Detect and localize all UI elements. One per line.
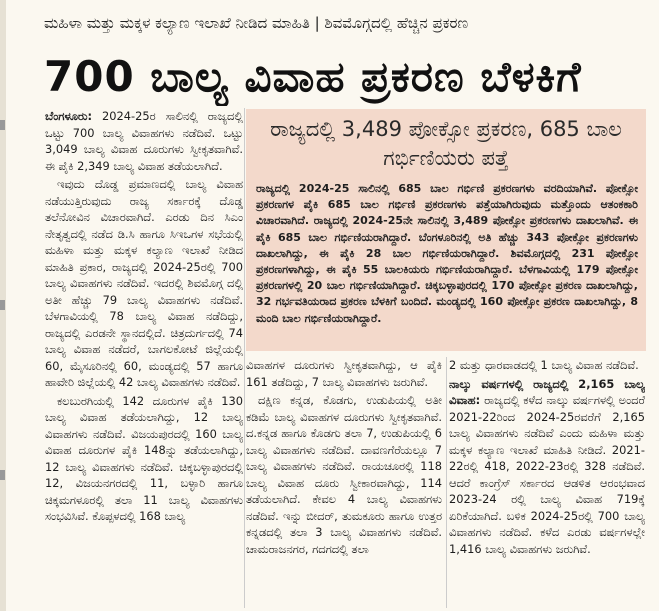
paragraph: ಬೆಂಗಳೂರು: 2024-25ರ ಸಾಲಿನಲ್ಲಿ ರಾಜ್ಯದಲ್ಲಿ ಒಟ್ಟು 700 ಬಾಲ್ಯ ವಿವಾಹಗಳು ನಡೆದಿವೆ. ಒಟ್ಟು 3,049 ಬಾಲ್ಯ ವಿವಾಹ ದೂರುಗಳು ಸ್ವೀಕೃತವಾಗಿವೆ. ಈ ಪೈಕಿ 2,349 ಬಾಲ್ಯ ವಿವಾಹ ತಡೆಯಲಾಗಿದೆ. [45,109,243,173]
sidebar-box [246,109,646,351]
kicker: ಮಹಿಳಾ ಮತ್ತು ಮಕ್ಕಳ ಕಲ್ಯಾಣ ಇಲಾಖೆ ನೀಡಿದ ಮಾಹಿತಿ | ಶಿವಮೊಗ್ಗದಲ್ಲಿ ಹೆಚ್ಚಿನ ಪ್ರಕರಣ [44,14,469,32]
paragraph: 2 ಮತ್ತು ಧಾರವಾಡದಲ್ಲಿ 1 ಬಾಲ್ಯ ವಿವಾಹ ನಡೆದಿವೆ. [449,358,639,372]
edge-mark [0,470,5,480]
article-column-3 [449,357,645,608]
subheading: ನಾಲ್ಕು ವರ್ಷಗಳಲ್ಲಿ ರಾಜ್ಯದಲ್ಲಿ 2,165 ಬಾಲ್ಯ ವಿವಾಹ: [449,376,645,407]
article-column-2 [246,357,442,608]
paragraph: ಇವುದು ದೊಡ್ಡ ಪ್ರಮಾಣದಲ್ಲಿ ಬಾಲ್ಯ ವಿವಾಹ ನಡೆಯುತ್ತಿರುವುದು ರಾಜ್ಯ ಸರ್ಕಾರಕ್ಕೆ ದೊಡ್ಡ ತಲೆನೋವಿನ ವಿಚಾರವಾಗಿದೆ. ಎರಡು ದಿನ ಸಿಎಂ ನೇತೃತ್ವದಲ್ಲಿ ನಡೆದ ಡಿ.ಸಿ ಹಾಗೂ ಸಿಇಒಗಳ ಸಭೆಯಲ್ಲಿ ಮಹಿಳಾ ಮತ್ತು ಮಕ್ಕಳ ಕಲ್ಯಾಣ ಇಲಾಖೆ ನೀಡಿದ ಮಾಹಿತಿ ಪ್ರಕಾರ, ರಾಜ್ಯದಲ್ಲಿ 2024-25ರಲ್ಲಿ 700 ಬಾಲ್ಯ ವಿವಾಹಗಳು ನಡೆದಿವೆ. ಇದರಲ್ಲಿ ಶಿವಮೊಗ್ಗ ದಲ್ಲಿ ಅತೀ ಹೆಚ್ಚು 79 ಬಾಲ್ಯ ವಿವಾಹಗಳು ನಡೆದಿವೆ. ಬೆಳಗಾವಿಯಲ್ಲಿ 78 ಬಾಲ್ಯ ವಿವಾಹ ನಡೆದಿದ್ದು, ರಾಜ್ಯದಲ್ಲಿ ಎರಡನೇ ಸ್ಥಾನದಲ್ಲಿದೆ. ಚಿತ್ರದುರ್ಗದಲ್ಲಿ 74 ಬಾಲ್ಯ ವಿವಾಹ ನಡೆದರೆ, ಬಾಗಲಕೋಟೆ ಜಿಲ್ಲೆಯಲ್ಲಿ 60, ಮೈಸೂರಿನಲ್ಲಿ 60, ಮಂಡ್ಯದಲ್ಲಿ 57 ಹಾಗೂ ಹಾವೇರಿ ಜಿಲ್ಲೆಯಲ್ಲಿ 42 ಬಾಲ್ಯ ವಿವಾಹಗಳು ನಡೆದಿವೆ. [45,177,243,389]
column-rule [446,357,447,608]
paragraph: ನಾಲ್ಕು ವರ್ಷಗಳಲ್ಲಿ ರಾಜ್ಯದಲ್ಲಿ 2,165 ಬಾಲ್ಯ ವಿವಾಹ: ರಾಜ್ಯದಲ್ಲಿ ಕಳೆದ ನಾಲ್ಕು ವರ್ಷಗಳಲ್ಲಿ ಅಂದರೆ 2021-22ರಿಂದ 2024-25ರವರೆಗೆ 2,165 ಬಾಲ್ಯ ವಿವಾಹಗಳು ನಡೆದಿವೆ ಎಂದು ಮಹಿಳಾ ಮತ್ತು ಮಕ್ಕಳ ಕಲ್ಯಾಣ ಇಲಾಖೆ ಮಾಹಿತಿ ನೀಡಿದೆ. 2021-22ರಲ್ಲಿ 418, 2022-23ರಲ್ಲಿ 328 ನಡೆದಿವೆ. ಆದರೆ ಕಾಂಗ್ರೆಸ್ ಸರ್ಕಾರದ ಆಡಳಿತ ಆರಂಭವಾದ 2023-24 ರಲ್ಲಿ ಬಾಲ್ಯ ವಿವಾಹ 719ಕ್ಕೆ ಏರಿಕೆಯಾಗಿದೆ. ಬಳಿಕ 2024-25ರಲ್ಲಿ 700 ಬಾಲ್ಯ ವಿವಾಹಗಳು ನಡೆದಿವೆ. ಕಳೆದ ಎರಡು ವರ್ಷಗಳಲ್ಲೇ 1,416 ಬಾಲ್ಯ ವಿವಾಹಗಳು ಜರುಗಿವೆ. [449,376,645,556]
edge-mark [0,120,5,130]
byline: ಬೆಂಗಳೂರು: [45,109,93,123]
headline: 700 ಬಾಲ್ಯ ವಿವಾಹ ಪ್ರಕರಣ ಬೆಳಕಿಗೆ [44,52,582,101]
sidebar-body: ರಾಜ್ಯದಲ್ಲಿ 2024-25 ಸಾಲಿನಲ್ಲಿ 685 ಬಾಲ ಗರ್ಭಿಣಿ ಪ್ರಕರಣಗಳು ವರದಿಯಾಗಿವೆ. ಪೋಕ್ಸೋ ಪ್ರಕರಣಗಳ ಪೈಕಿ 685 ಬಾಲ ಗರ್ಭಿಣಿ ಪ್ರಕರಣಗಳು ಪತ್ತೆಯಾಗಿರುವುದು ಮತ್ತೊಂದು ಆತಂಕಕಾರಿ ವಿಚಾರವಾಗಿದೆ. ರಾಜ್ಯದಲ್ಲಿ 2024-25ನೇ ಸಾಲಿನಲ್ಲಿ 3,489 ಪೋಕ್ಸೋ ಪ್ರಕರಣಗಳು ದಾಖಲಾಗಿವೆ. ಈ ಪೈಕಿ 685 ಬಾಲ ಗರ್ಭಿಣಿಯರಾಗಿದ್ದಾರೆ. ಬೆಂಗಳೂರಿನಲ್ಲಿ ಅತಿ ಹೆಚ್ಚು 343 ಪೋಕ್ಸೋ ಪ್ರಕರಣಗಳು ದಾಖಲಾಗಿದ್ದು, ಈ ಪೈಕಿ 28 ಬಾಲ ಗರ್ಭಿಣಿಯರಾಗಿದ್ದಾರೆ. ಶಿವಮೊಗ್ಗದಲ್ಲಿ 231 ಪೋಕ್ಸೋ ಪ್ರಕರಣಗಳಾಗಿದ್ದು, ಈ ಪೈಕಿ 55 ಬಾಲಕಿಯರು ಗರ್ಭಿಣಿಯರಾಗಿದ್ದಾರೆ. ಬೆಳಗಾವಿಯಲ್ಲಿ 179 ಪೋಕ್ಸೋ ಪ್ರಕರಣಗಳಲ್ಲಿ 20 ಬಾಲ ಗರ್ಭಿಣಿಯಾಗಿದ್ದಾರೆ. ಚಿಕ್ಕಬಳ್ಳಾಪುರದಲ್ಲಿ 170 ಪೋಕ್ಸೋ ಪ್ರಕರಣ ದಾಖಲಾಗಿದ್ದು, 32 ಗರ್ಭವತಿಯರಾದ ಪ್ರಕರಣ ಬೆಳಕಿಗೆ ಬಂದಿದೆ. ಮಂಡ್ಯದಲ್ಲಿ 160 ಪೋಕ್ಸೋ ಪ್ರಕರಣ ದಾಖಲಾಗಿದ್ದು, 8 ಮಂದಿ ಬಾಲ ಗರ್ಭಿಣಿಯರಾಗಿದ್ದಾರೆ. [256,182,638,325]
sidebar-title: ರಾಜ್ಯದಲ್ಲಿ 3,489 ಪೋಕ್ಸೋ ಪ್ರಕರಣ, 685 ಬಾಲ ಗರ್ಭಿಣಿಯರು ಪತ್ತೆ [270,117,622,170]
paragraph: ದಕ್ಷಿಣ ಕನ್ನಡ, ಕೊಡಗು, ಉಡುಪಿಯಲ್ಲಿ ಅತೀ ಕಡಿಮೆ ಬಾಲ್ಯ ವಿವಾಹಗಳ ದೂರುಗಳು ಸ್ವೀಕೃತವಾಗಿವೆ. ದ.ಕನ್ನಡ ಹಾಗೂ ಕೊಡಗು ತಲಾ 7, ಉಡುಪಿಯಲ್ಲಿ 6 ಬಾಲ್ಯ ವಿವಾಹಗಳು ನಡೆದಿವೆ. ದಾವಣಗೆರೆಯಲ್ಲೂ 7 ಬಾಲ್ಯ ವಿವಾಹಗಳು ನಡೆದಿವೆ. ರಾಯಚೂರಲ್ಲಿ 118 ಬಾಲ್ಯ ವಿವಾಹ ದೂರು ಸ್ವೀಕಾರವಾಗಿದ್ದು, 114 ತಡೆಯಲಾಗಿದೆ. ಕೇವಲ 4 ಬಾಲ್ಯ ವಿವಾಹಗಳು ನಡೆದಿವೆ. ಇನ್ನು ಬೀದರ್, ತುಮಕೂರು ಹಾಗೂ ಉತ್ತರ ಕನ್ನಡದಲ್ಲಿ ತಲಾ 3 ಬಾಲ್ಯ ವಿವಾಹಗಳು ನಡೆದಿವೆ. ಚಾಮರಾಜನಗರ, ಗದಗದಲ್ಲಿ ತಲಾ [246,393,442,556]
column-rule [244,108,245,608]
article-column-1 [45,108,243,608]
edge-mark [0,300,5,310]
paragraph: ವಿವಾಹಗಳ ದೂರುಗಳು ಸ್ವೀಕೃತವಾಗಿದ್ದು, ಆ ಪೈಕಿ 161 ತಡೆದಿದ್ದು, 7 ಬಾಲ್ಯ ವಿವಾಹಗಳು ಜರುಗಿವೆ. [246,358,442,389]
paragraph: ಕಲಬುರಗಿಯಲ್ಲಿ 142 ದೂರುಗಳ ಪೈಕಿ 130 ಬಾಲ್ಯ ವಿವಾಹ ತಡೆಯಲಾಗಿದ್ದು, 12 ಬಾಲ್ಯ ವಿವಾಹಗಳು ನಡೆದಿವೆ. ವಿಜಯಪುರದಲ್ಲಿ 160 ಬಾಲ್ಯ ವಿವಾಹ ದೂರುಗಳ ಪೈಕಿ 148ನ್ನು ತಡೆಯಲಾಗಿದ್ದು, 12 ಬಾಲ್ಯ ವಿವಾಹಗಳು ನಡೆದಿವೆ. ಚಿಕ್ಕಬಳ್ಳಾಪುರದಲ್ಲಿ 12, ವಿಜಯನಗರದಲ್ಲಿ 11, ಬಳ್ಳಾರಿ ಹಾಗೂ ಚಿಕ್ಕಮಗಳೂರಲ್ಲಿ ತಲಾ 11 ಬಾಲ್ಯ ವಿವಾಹಗಳು ಸಂಭವಿಸಿವೆ. ಕೊಪ್ಪಳದಲ್ಲಿ 168 ಬಾಲ್ಯ [45,393,243,523]
